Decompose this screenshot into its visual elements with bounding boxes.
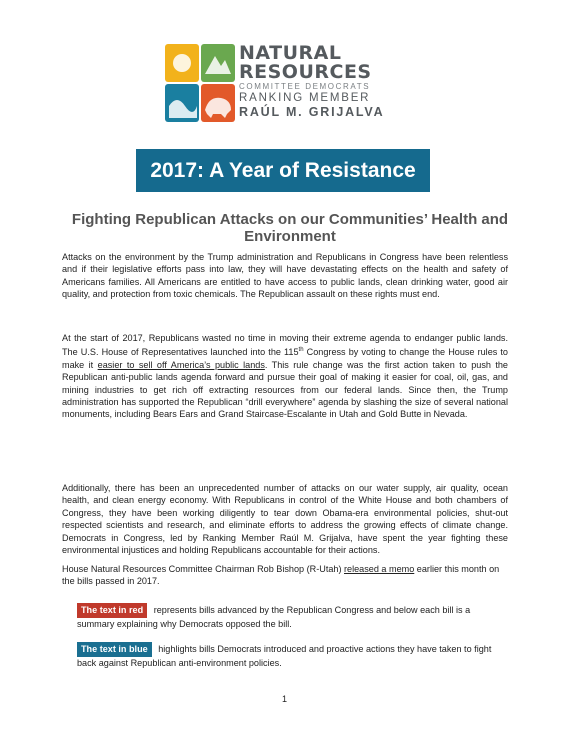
- logo-line-resources: RESOURCES: [239, 61, 372, 83]
- paragraph-memo-text-a: House Natural Resources Committee Chairman Rob Bishop (R-Utah): [62, 564, 345, 574]
- public-lands-link[interactable]: easier to sell off America’s public lands: [97, 359, 265, 370]
- page-number: 1: [281, 694, 287, 704]
- legend-red-text: represents bills advanced by the Republican Congress and below each bill is a summary explaining why Democrats opposed the bill.: [77, 605, 471, 629]
- page-subtitle: Fighting Republican Attacks on our Communities’ Health and Environment: [71, 211, 509, 245]
- ordinal-suffix: th: [298, 347, 304, 354]
- legend-red: [77, 603, 507, 631]
- natural-resources-logo-icon: [165, 44, 235, 122]
- paragraph-attacks-text: Additionally, there has been an unprecedented number of attacks on our water supply, air quality, ocean health, and clean energy economy. With Republicans in control of the White House and both chambers of Congress, they have been working diligently to tear down Obama-era environmental policies, shut-out respected scientists and research, and eliminate efforts to address the growing effects of climate change. Democrats in Congress, led by Ranking Member Raúl M. Grijalva, have spent the year fighting these environmental injustices and holding Republicans accountable for their actions.: [62, 483, 508, 556]
- logo-line-committee: COMMITTEE DEMOCRATS: [239, 82, 371, 91]
- paragraph-public-lands-text-b: Congress by voting to change the House rules to make it: [62, 347, 508, 370]
- legend-blue: [77, 642, 507, 670]
- memo-link[interactable]: released a memo: [344, 564, 415, 574]
- paragraph-memo: [62, 563, 508, 588]
- title-banner: [136, 149, 430, 192]
- committee-logo: [165, 44, 420, 122]
- paragraph-public-lands-text-a: At the start of 2017, Republicans wasted no time in moving their extreme agenda to endanger public lands. The U.S. House of Representatives launched into the 115: [62, 333, 508, 358]
- paragraph-attacks: [62, 482, 508, 556]
- paragraph-intro-text: Attacks on the environment by the Trump administration and Republicans in Congress have been relentless and if their legislative efforts pass into law, they will have devastating effects on the health and safety of Americans families. All Americans are entitled to have access to public lands, clean drinking water, good air quality, and protection from toxic chemicals. The Republican assault on these rights must end.: [62, 252, 508, 300]
- page-title: 2017: A Year of Resistance: [150, 158, 416, 182]
- paragraph-public-lands: [62, 332, 508, 421]
- legend-blue-label: The text in blue: [77, 642, 152, 657]
- logo-line-natural: NATURAL: [239, 42, 342, 64]
- paragraph-public-lands-text-c: . This rule change was the first action taken to push the Republican anti-public lands agenda forward and pursue their goal of making it easier for coal, oil, gas, and mining industries to get rich off extracting resources from our federal lands. Since then, the Trump administration has supported the Republican “drill everywhere” agenda by slashing the size of several national monuments, including Bears Ears and Grand Staircase-Escalante in Utah and Gold Butte in Nevada.: [62, 359, 508, 420]
- paragraph-intro: [62, 251, 508, 301]
- legend-blue-text: highlights bills Democrats introduced and proactive actions they have taken to fight back against Republican anti-environment policies.: [77, 644, 492, 668]
- logo-line-name: RAÚL M. GRIJALVA: [239, 105, 385, 119]
- legend-red-label: The text in red: [77, 603, 147, 618]
- logo-line-ranking: RANKING MEMBER: [239, 92, 371, 104]
- paragraph-memo-text-b: earlier this month on the bills passed in 2017.: [62, 564, 500, 587]
